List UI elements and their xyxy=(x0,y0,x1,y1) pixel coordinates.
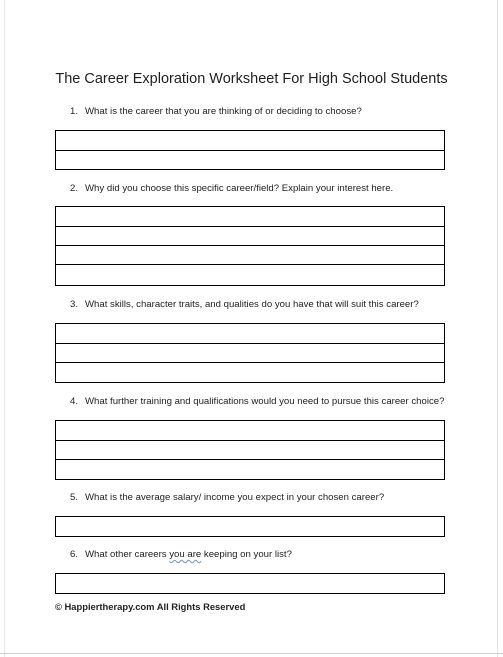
question-2-text: Why did you choose this specific career/field? Explain your interest here. xyxy=(85,183,394,194)
answer-input[interactable] xyxy=(56,422,444,441)
answer-box-3 xyxy=(55,323,445,383)
answer-input[interactable] xyxy=(56,153,444,171)
answer-input[interactable] xyxy=(56,132,444,151)
answer-line[interactable] xyxy=(56,264,444,283)
answer-input[interactable] xyxy=(56,208,444,227)
answer-input[interactable] xyxy=(56,325,444,344)
answer-input[interactable] xyxy=(56,575,444,594)
answer-line[interactable] xyxy=(56,131,444,150)
answer-box-4 xyxy=(55,420,445,480)
answer-box-5 xyxy=(55,516,445,537)
worksheet-title: The Career Exploration Worksheet For High School Students xyxy=(55,71,448,87)
question-2 xyxy=(70,183,393,194)
answer-box-2 xyxy=(55,206,445,286)
question-3-number: 3. xyxy=(70,299,79,310)
question-5 xyxy=(70,492,384,503)
question-1 xyxy=(70,106,362,117)
question-1-text: What is the career that you are thinking of or deciding to choose? xyxy=(85,106,362,117)
answer-input[interactable] xyxy=(56,462,444,480)
question-6-text-end: keeping on your list? xyxy=(201,549,292,560)
question-3-text: What skills, character traits, and qualities do you have that will suit this career? xyxy=(85,299,419,310)
answer-input[interactable] xyxy=(56,229,444,247)
copyright-footer: © Happiertherapy.com All Rights Reserved xyxy=(55,601,246,612)
question-1-number: 1. xyxy=(70,106,79,117)
answer-box-6 xyxy=(55,573,445,594)
question-2-number: 2. xyxy=(70,183,79,194)
answer-input[interactable] xyxy=(56,248,444,266)
question-5-number: 5. xyxy=(70,492,79,503)
answer-line[interactable] xyxy=(56,459,444,478)
question-4-text: What further training and qualifications would you need to pursue this career choice? xyxy=(85,396,445,407)
answer-input[interactable] xyxy=(56,267,444,285)
answer-input[interactable] xyxy=(56,518,444,537)
answer-line[interactable] xyxy=(56,421,444,440)
answer-line[interactable] xyxy=(56,226,444,245)
question-5-text: What is the average salary/ income you expect in your chosen career? xyxy=(85,492,385,503)
answer-input[interactable] xyxy=(56,443,444,461)
answer-line[interactable] xyxy=(56,245,444,264)
question-4 xyxy=(70,396,444,407)
question-4-number: 4. xyxy=(70,396,79,407)
question-6 xyxy=(70,549,292,560)
answer-line[interactable] xyxy=(56,150,444,169)
page-bottom-divider xyxy=(0,653,503,654)
answer-line[interactable] xyxy=(56,343,444,362)
spellcheck-flagged-text: you are xyxy=(169,549,202,560)
answer-box-1 xyxy=(55,130,445,170)
answer-line[interactable] xyxy=(56,517,444,536)
answer-input[interactable] xyxy=(56,365,444,383)
answer-line[interactable] xyxy=(56,440,444,459)
answer-line[interactable] xyxy=(56,574,444,593)
question-6-number: 6. xyxy=(70,549,79,560)
question-3 xyxy=(70,299,419,310)
answer-line[interactable] xyxy=(56,362,444,381)
answer-line[interactable] xyxy=(56,207,444,226)
question-6-text-start: What other careers xyxy=(85,549,170,560)
answer-line[interactable] xyxy=(56,324,444,343)
answer-input[interactable] xyxy=(56,346,444,364)
